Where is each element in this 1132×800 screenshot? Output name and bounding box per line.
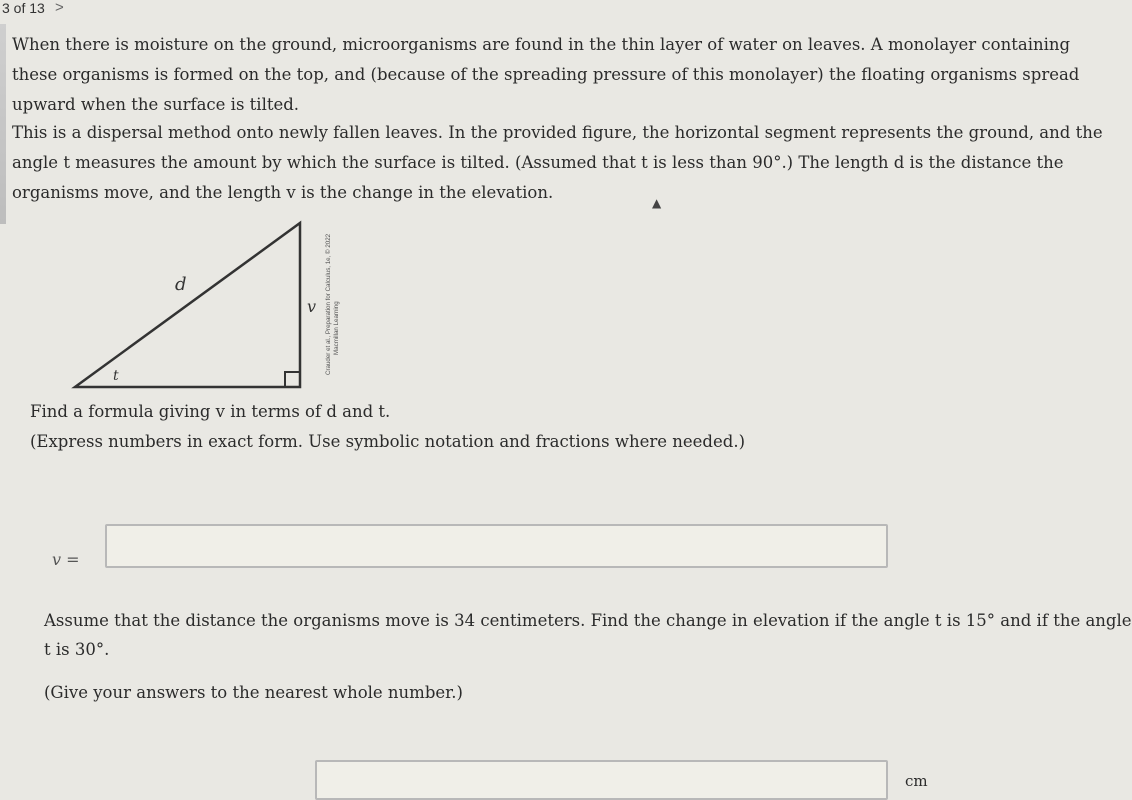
label-v: v [307,297,317,316]
paragraph-line: When there is moisture on the ground, microorganisms are found in the thin layer of water on leaves. A monolayer containing [12,35,1071,54]
paragraph-line: upward when the surface is tilted. [12,95,300,114]
right-angle-marker [285,372,300,387]
question2-prompt-line2: t is 30°. [44,640,110,659]
question-counter: 3 of 13 [2,0,45,16]
paragraph-line: angle t measures the amount by which the surface is tilted. (Assumed that t is less than 90°.) The length d is the distance the [12,153,1064,172]
elevation-answer-input[interactable] [315,760,888,800]
question1-instructions: (Express numbers in exact form. Use symbolic notation and fractions where needed.) [30,432,746,451]
next-question-icon[interactable]: > [55,0,64,16]
problem-paragraph-1 [12,30,1079,120]
question1-prompt: Find a formula giving v in terms of d and t. [30,402,391,421]
triangle-figure [70,215,340,390]
label-d: d [175,274,187,295]
mouse-cursor-icon: ▲ [652,196,662,210]
unit-label: cm [905,772,928,790]
sidebar-edge [0,24,6,224]
right-triangle [75,223,300,387]
paragraph-line: This is a dispersal method onto newly fallen leaves. In the provided figure, the horizontal segment represents the ground, and the [12,123,1103,142]
figure-credit: Crauder et al., Preparation for Calculus, 1e, © 2022 [325,233,332,375]
paragraph-line: these organisms is formed on the top, and (because of the spreading pressure of this monolayer) the floating organisms spread [12,65,1080,84]
question2-instructions: (Give your answers to the nearest whole number.) [44,683,463,702]
formula-answer-input[interactable] [105,524,888,568]
paragraph-line: organisms move, and the length v is the change in the elevation. [12,183,554,202]
question2-prompt-line1: Assume that the distance the organisms move is 34 centimeters. Find the change in elevation if the angle t is 15° and if the angle [44,611,1132,630]
label-t: t [113,368,119,384]
figure-credit-publisher: Macmillan Learning [333,301,340,355]
problem-paragraph-2 [12,118,1103,208]
answer-label-v: v = [52,550,80,569]
question-nav [0,0,969,22]
